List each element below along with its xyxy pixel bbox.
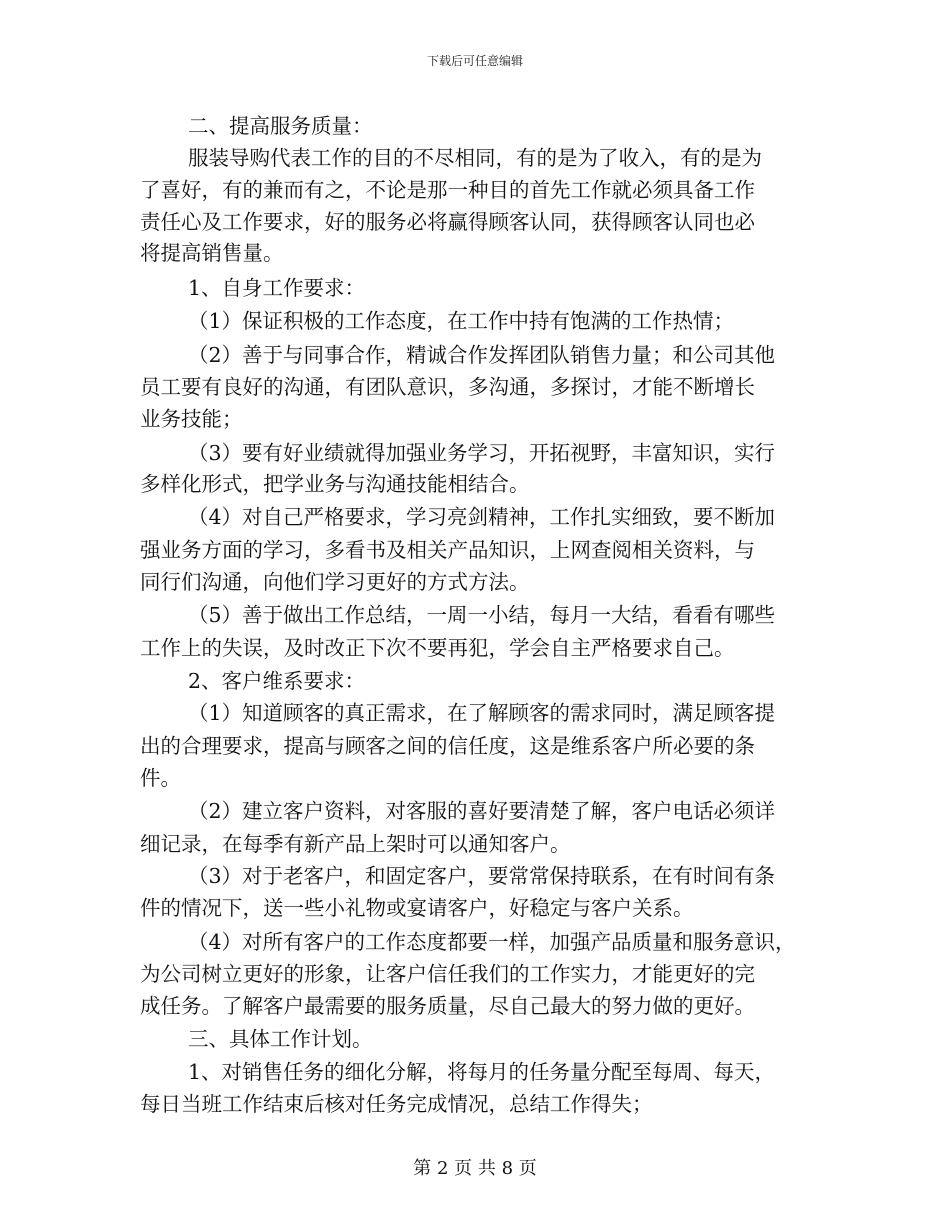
text-line: （3）对于老客户，和固定客户，要常常保持联系，在有时间有条 [188,864,776,888]
text-line: （4）对自己严格要求，学习亮剑精神，工作扎实细致，要不断加 [188,505,776,529]
text-line: （3）要有好业绩就得加强业务学习，开拓视野，丰富知识，实行 [188,441,776,465]
text-line: （2）善于与同事合作，精诚合作发挥团队销售力量；和公司其他 [188,343,776,367]
text-line: （5）善于做出工作总结，一周一小结，每月一大结，看看有哪些 [188,603,776,627]
text-line: 强业务方面的学习，多看书及相关产品知识，上网查阅相关资料，与 [140,538,755,562]
text-line: 成任务。了解客户最需要的服务质量，尽自己最大的努力做的更好。 [140,994,755,1018]
text-line: 业务技能； [140,407,243,431]
text-line: （4）对所有客户的工作态度都要一样，加强产品质量和服务意识， [188,930,796,954]
text-line: 件。 [140,766,181,790]
page-footer: 第 2 页 共 8 页 [413,1158,537,1179]
text-line: 为公司树立更好的形象，让客户信任我们的工作实力，才能更好的完 [140,962,755,986]
text-line: 细记录，在每季有新产品上架时可以通知客户。 [140,832,571,856]
text-line: 2、客户维系要求： [188,669,366,693]
text-line: 件的情况下，送一些小礼物或宴请客户，好稳定与客户关系。 [140,896,694,920]
page-header: 下载后可任意编辑 [426,54,523,68]
text-line: （1）保证积极的工作态度，在工作中持有饱满的工作热情； [188,309,735,333]
text-line: （1）知道顾客的真正需求，在了解顾客的需求同时，满足顾客提 [188,701,776,725]
text-line: 出的合理要求，提高与顾客之间的信任度，这是维系客户所必要的条 [140,734,755,758]
text-line: 服装导购代表工作的目的不尽相同，有的是为了收入，有的是为 [188,146,762,170]
text-line: 同行们沟通，向他们学习更好的方式方法。 [140,570,530,594]
text-line: 每日当班工作结束后核对任务完成情况，总结工作得失； [140,1092,653,1116]
text-line: 三、具体工作计划。 [188,1027,373,1051]
text-line: 多样化形式，把学业务与沟通技能相结合。 [140,472,530,496]
text-line: 1、对销售任务的细化分解，将每月的任务量分配至每周、每天， [188,1060,776,1084]
text-line: （2）建立客户资料，对客服的喜好要清楚了解，客户电话必须详 [188,799,776,823]
text-line: 了喜好，有的兼而有之，不论是那一种目的首先工作就必须具备工作 [140,178,755,202]
text-line: 二、提高服务质量： [188,114,373,138]
text-line: 责任心及工作要求，好的服务必将赢得顾客认同，获得顾客认同也必 [140,210,755,234]
text-line: 1、自身工作要求： [188,276,366,300]
text-line: 工作上的失误，及时改正下次不要再犯，学会自主严格要求自己。 [140,636,735,660]
text-line: 将提高销售量。 [140,241,284,265]
text-line: 员工要有良好的沟通，有团队意识，多沟通，多探讨，才能不断增长 [140,375,755,399]
